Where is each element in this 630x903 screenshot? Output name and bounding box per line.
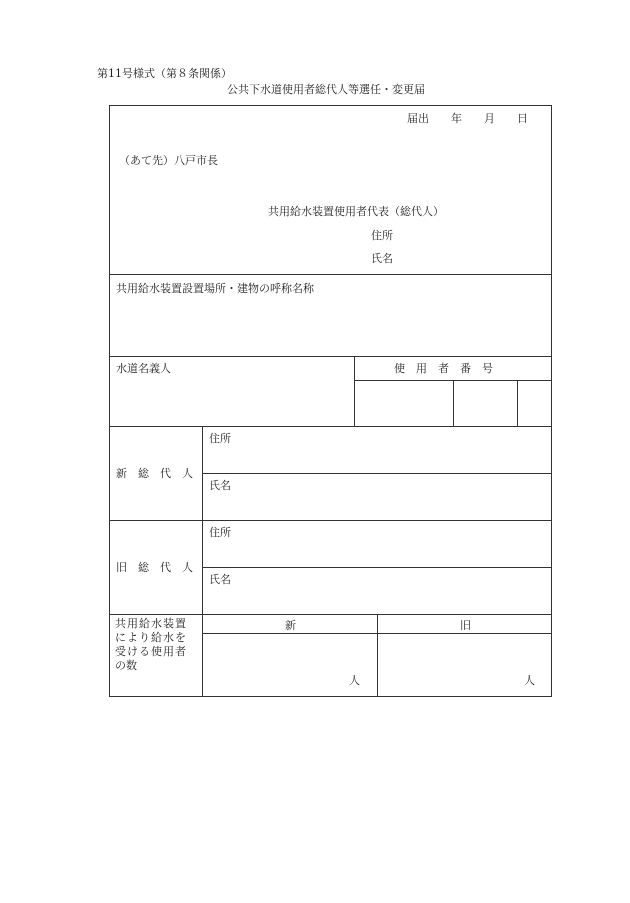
users-count-label-line4: の数: [115, 659, 137, 672]
representative-label: 共用給水装置使用者代表（総代人）: [268, 205, 444, 218]
divider: [354, 356, 355, 426]
form-title: 公共下水道使用者総代人等選任・変更届: [227, 83, 425, 96]
divider: [453, 380, 454, 426]
users-count-label-line2: により給水を: [115, 631, 187, 644]
form-number: 第11号様式（第８条関係）: [97, 67, 232, 80]
location-label: 共用給水装置設置場所・建物の呼称名称: [116, 282, 314, 295]
border-top: [109, 105, 552, 106]
users-old-label: 旧: [460, 619, 471, 632]
divider: [202, 426, 203, 696]
divider: [109, 614, 552, 615]
users-count-label-line3: 受ける使用者: [115, 645, 187, 658]
divider: [109, 426, 552, 427]
water-holder-label: 水道名義人: [116, 362, 171, 375]
old-address-label: 住所: [209, 526, 231, 539]
divider: [202, 473, 552, 474]
address-label: 住所: [371, 229, 393, 242]
divider: [517, 380, 518, 426]
users-count-label-line1: 共用給水装置: [115, 617, 187, 630]
old-representative-label: 旧 総 代 人: [116, 561, 193, 574]
new-representative-label: 新 総 代 人: [116, 467, 193, 480]
divider: [109, 520, 552, 521]
divider: [109, 356, 552, 357]
user-number-label: 使 用 者 番 号: [394, 362, 493, 375]
name-label: 氏名: [371, 252, 393, 265]
divider: [109, 274, 552, 275]
date-label: 届出 年 月 日: [407, 112, 528, 125]
new-address-label: 住所: [209, 432, 231, 445]
divider: [202, 567, 552, 568]
new-name-label: 氏名: [209, 479, 231, 492]
border-bottom: [109, 696, 552, 697]
border-right: [551, 105, 552, 697]
old-name-label: 氏名: [209, 573, 231, 586]
users-old-unit: 人: [524, 674, 535, 687]
users-new-unit: 人: [349, 674, 360, 687]
divider: [377, 614, 378, 696]
recipient-label: （あて先）八戸市長: [119, 154, 218, 167]
border-left: [109, 105, 110, 697]
users-new-label: 新: [285, 619, 296, 632]
